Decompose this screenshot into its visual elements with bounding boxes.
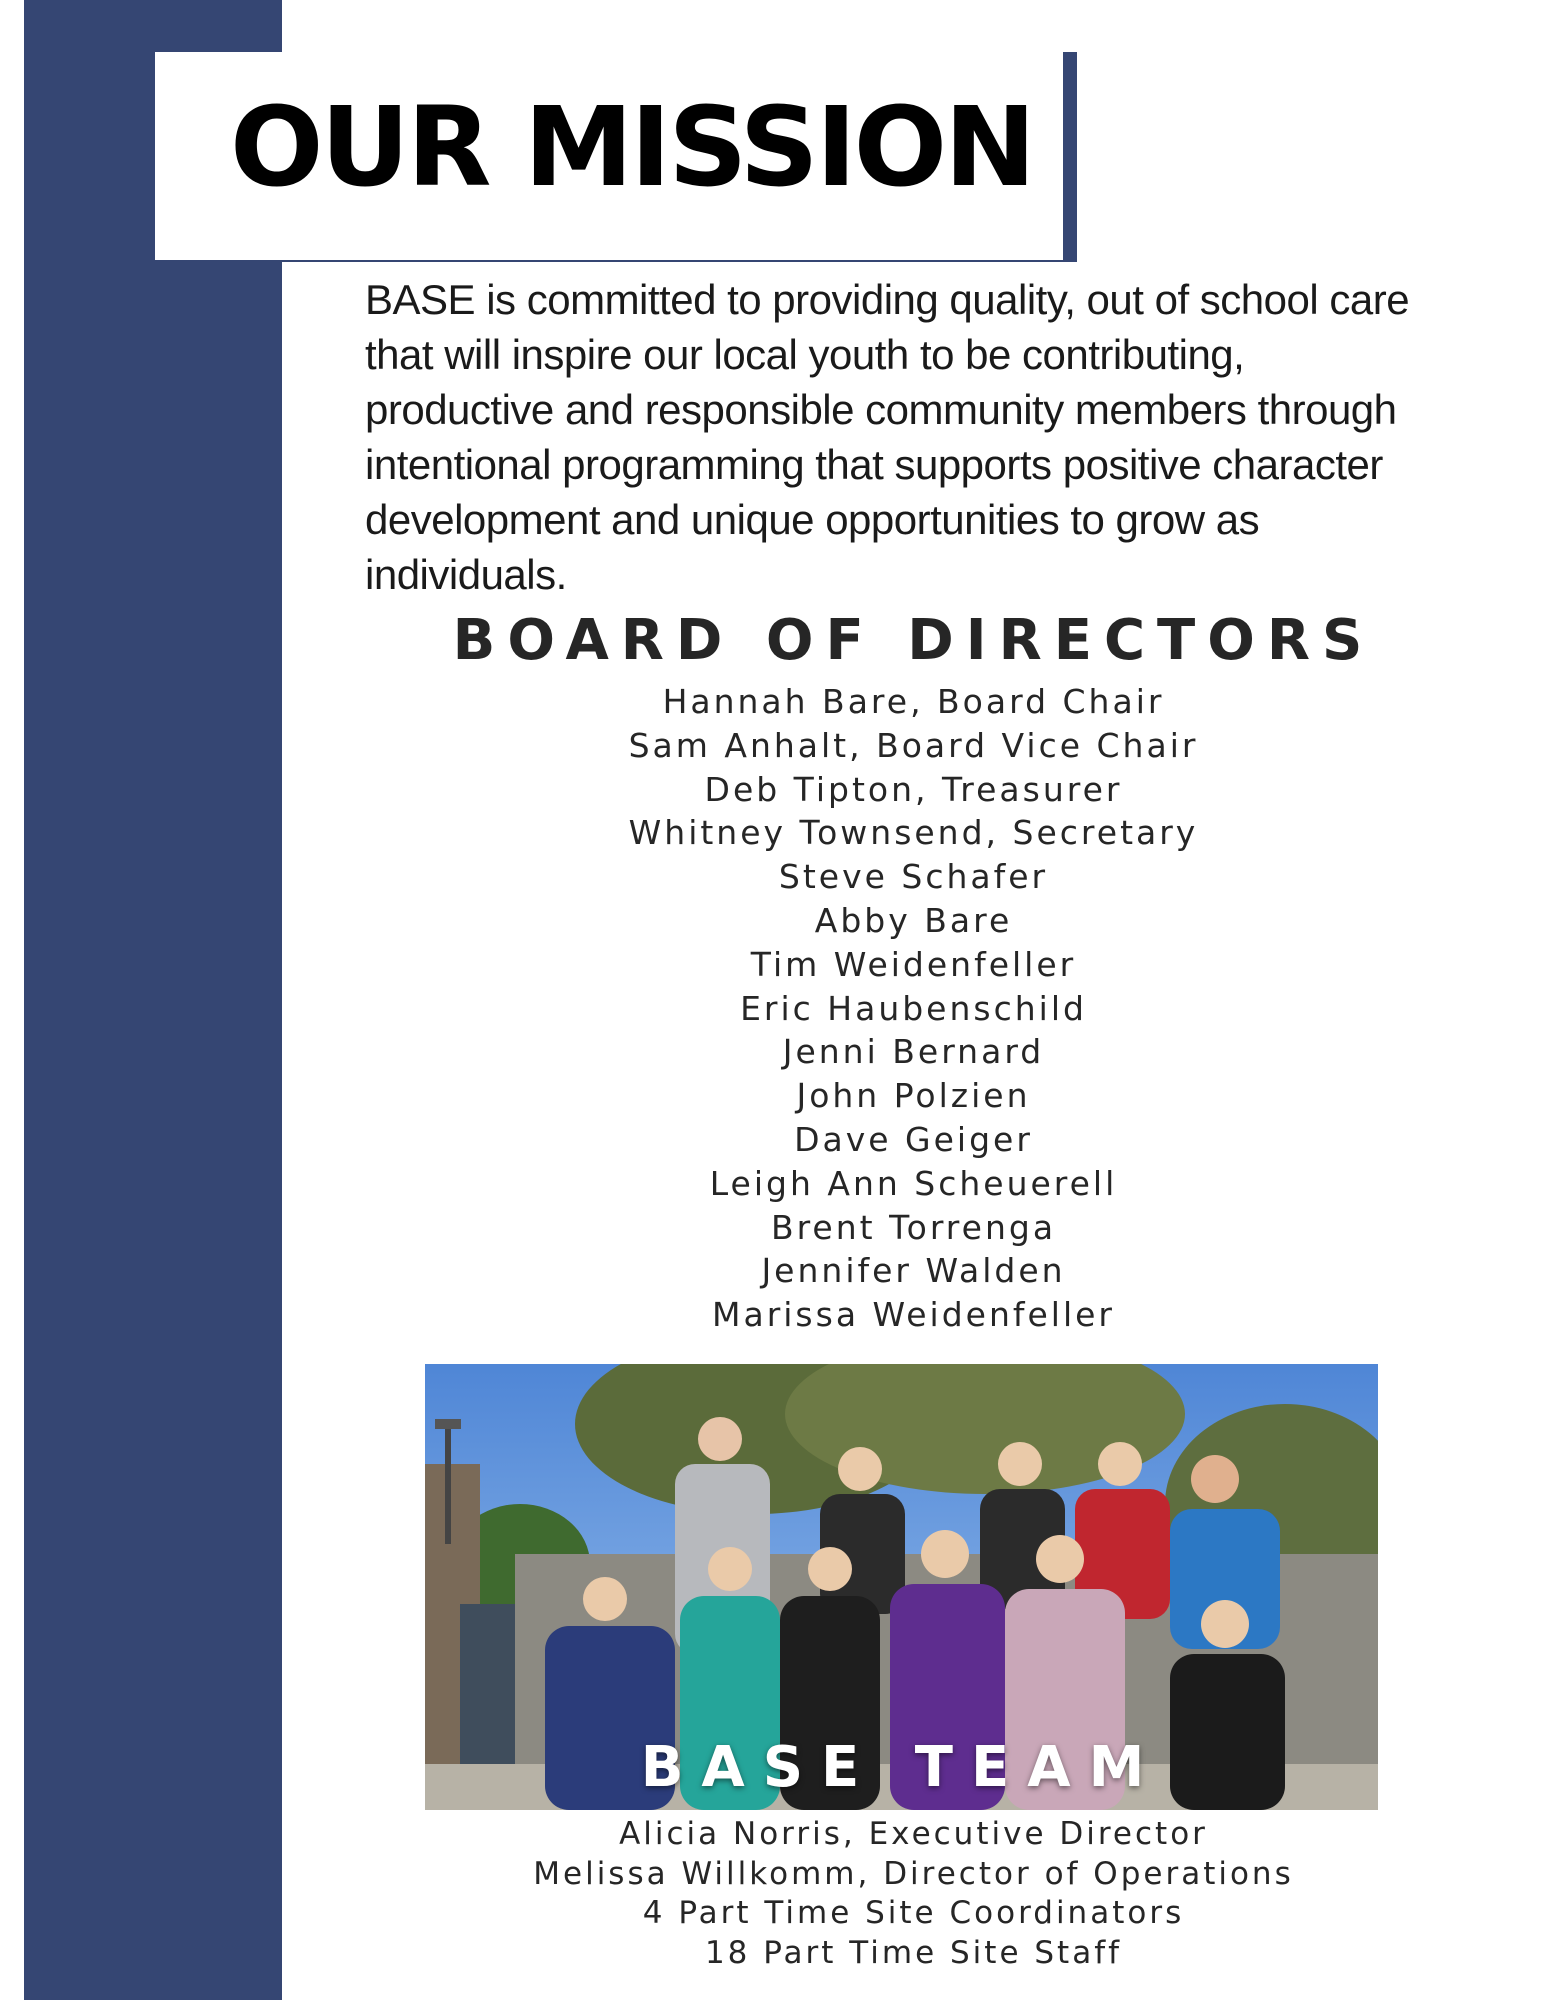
board-member: Leigh Ann Scheuerell <box>709 1163 1118 1203</box>
team-member: 4 Part Time Site Coordinators <box>642 1895 1185 1931</box>
board-member: Marissa Weidenfeller <box>712 1295 1115 1335</box>
mission-statement: BASE is committed to providing quality, out of school care that will inspire our local youth to be contributing, productive and responsible community members through intentional programming that supports positive character development and unique opportunities to grow as individuals. <box>365 276 1410 598</box>
side-accent-bar <box>24 0 282 2000</box>
board-member: Tim Weidenfeller <box>750 944 1077 984</box>
board-member: Sam Anhalt, Board Vice Chair <box>628 725 1199 765</box>
board-member: Dave Geiger <box>794 1119 1033 1159</box>
board-member: Jenni Bernard <box>782 1032 1045 1072</box>
board-member: Steve Schafer <box>778 857 1049 897</box>
board-member: Abby Bare <box>814 900 1013 940</box>
team-member: Melissa Willkomm, Director of Operations <box>533 1855 1294 1892</box>
board-member: Deb Tipton, Treasurer <box>704 769 1123 809</box>
board-member: Hannah Bare, Board Chair <box>662 682 1165 721</box>
board-member: John Polzien <box>796 1076 1031 1116</box>
team-member: 18 Part Time Site Staff <box>704 1934 1123 1971</box>
team-members-list <box>282 1815 1545 1973</box>
board-member: Eric Haubenschild <box>740 988 1087 1028</box>
board-member: Whitney Townsend, Secretary <box>628 813 1199 853</box>
board-members-list <box>282 680 1545 1337</box>
mission-title: OUR MISSION <box>230 83 1034 211</box>
team-photo <box>425 1364 1378 1810</box>
board-heading: BOARD OF DIRECTORS <box>452 608 1375 673</box>
board-member: Brent Torrenga <box>770 1207 1057 1247</box>
board-member: Jennifer Walden <box>761 1251 1066 1291</box>
team-member: Alicia Norris, Executive Director <box>619 1816 1208 1852</box>
photo-caption: BASE TEAM <box>640 1735 1163 1800</box>
